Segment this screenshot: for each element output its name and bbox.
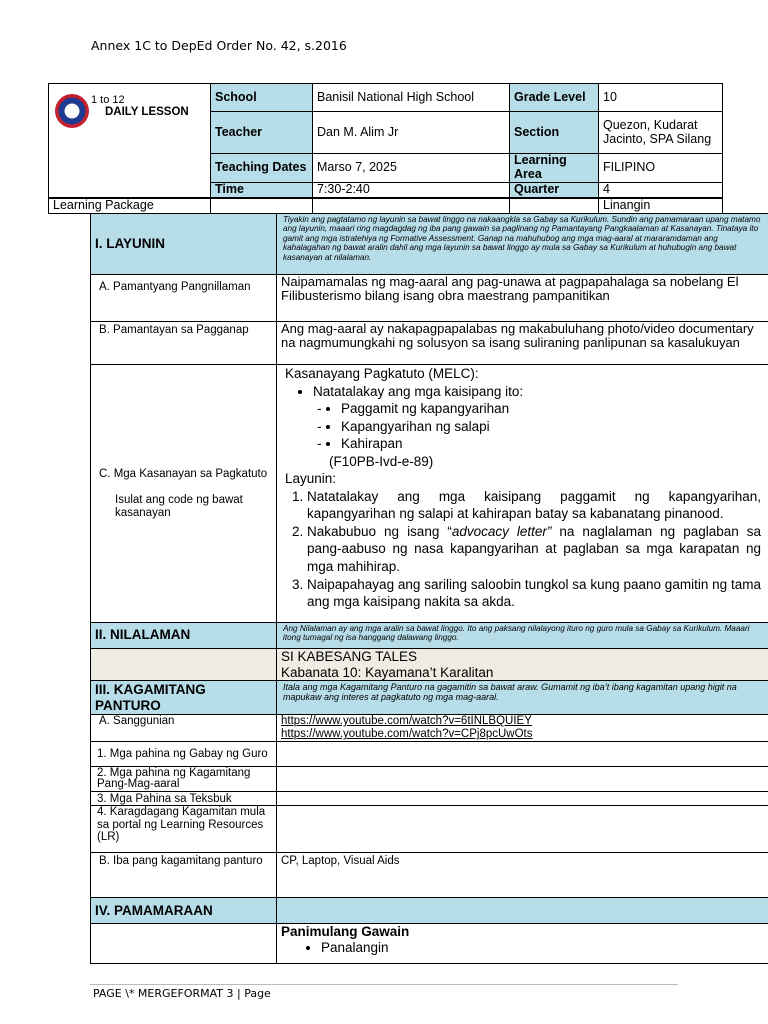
objective-2-em: advocacy letter” bbox=[451, 523, 552, 539]
section-value: Quezon, Kudarat Jacinto, SPA Silang bbox=[599, 112, 723, 154]
melc-title: Kasanayang Pagkatuto (MELC): bbox=[285, 366, 479, 381]
layunin-note: Tiyakin ang pagtatamo ng layunin sa bawat linggo na nakaangkla sa Gabay sa Kurikulum. Sundin ang pamamaraan upang matamo ang layunin, maaari ring magdagdag ng iba pang gawain sa paglinang ng Pamantayang Pangkaalaman at Kasanayan. Tinataya ito gamit ang mga istratehiya ng Formative Assessment. Ganap na mahuhubog ang mga mag-aaral at mararamdaman ang kahalagahan ng bawat aralin dahil ang mga layunin sa bawat linggo ay mula sa Gabay sa Kurikulum at huhubugin ang bawat kasanayan at nilalaman. bbox=[277, 214, 768, 275]
learning-area-label: Learning Area bbox=[510, 154, 599, 183]
gabay-guro-label: 1. Mga pahina ng Gabay ng Guro bbox=[91, 742, 277, 767]
youtube-link-1[interactable]: https://www.youtube.com/watch?v=6tINLBQUIEY bbox=[281, 715, 532, 728]
school-value: Banisil National High School bbox=[313, 84, 510, 112]
deped-seal-icon bbox=[55, 94, 89, 128]
quarter-label: Quarter bbox=[510, 182, 599, 198]
lr-portal-label: 4. Karagdagang Kagamitan mula sa portal ng Learning Resources (LR) bbox=[91, 806, 277, 853]
melc-code: (F10PB-Ivd-e-89) bbox=[329, 453, 434, 469]
learning-package-row bbox=[48, 197, 723, 214]
iba-pang-kagamitan-label: B. Iba pang kagamitang panturo bbox=[91, 853, 277, 898]
youtube-link-2[interactable]: https://www.youtube.com/watch?v=CPj8pcUwOts bbox=[281, 728, 533, 741]
grade-level-label: Grade Level bbox=[510, 84, 599, 112]
quarter-value: 4 bbox=[599, 182, 723, 198]
time-label: Time bbox=[211, 182, 313, 198]
kasanayan-label: C. Mga Kasanayan sa Pagkatuto bbox=[99, 467, 268, 480]
learning-area-value: FILIPINO bbox=[599, 154, 723, 183]
kagamitan-note: Itala ang mga Kagamitang Panturo na gagamitin sa bawat araw. Gumamit ng iba’t ibang kagamitan upang higit na mapukaw ang interes at pagkatuto ng mga mag-aaral. bbox=[277, 681, 768, 715]
kasanayan-label-cell bbox=[91, 365, 277, 623]
panimulang-gawain: Panimulang Gawain bbox=[281, 924, 410, 940]
learning-package-value: Linangin bbox=[599, 198, 723, 214]
grade-level-value: 10 bbox=[599, 84, 723, 112]
melc-bullet bbox=[313, 383, 761, 471]
objective-2 bbox=[307, 523, 761, 576]
teaching-dates-label: Teaching Dates bbox=[211, 154, 313, 183]
sanggunian-label: A. Sanggunian bbox=[91, 715, 277, 742]
teacher-value: Dan M. Alim Jr bbox=[313, 112, 510, 154]
objective-3: 3. Naipapahayag ang sariling saloobin tungkol sa kung paano gamitin ng tama ang mga kaisipang nakita sa akda. bbox=[307, 576, 761, 611]
teaching-dates-value: Marso 7, 2025 bbox=[313, 154, 510, 183]
annex-title: Annex 1C to DepEd Order No. 42, s.2016 bbox=[91, 38, 347, 53]
nilalaman-content bbox=[277, 649, 768, 681]
melc-item: - • Paggamit ng kapangyarihan bbox=[341, 400, 761, 418]
school-label: School bbox=[211, 84, 313, 112]
pamantayan-pagganap-value: Ang mag-aaral ay nakapagpapalabas ng makabuluhang photo/video documentary na nagmumungkahi ng solusyon sa isang suliraning panlipunan sa kasalukuyan bbox=[277, 322, 768, 365]
objectives-title: Layunin: bbox=[285, 471, 337, 487]
pamantayang-pangnilalaman-value: Naipamamalas ng mag-aaral ang pag-unawa at pagpapahalaga sa nobelang El Filibusterismo bilang isang obra maestrang pampanitikan bbox=[277, 275, 768, 322]
nilalaman-title: II. NILALAMAN bbox=[91, 623, 277, 649]
pamantayang-pangnilalaman-label: A. Pamantyang Pangnillaman bbox=[91, 275, 277, 322]
iba-pang-kagamitan-value: CP, Laptop, Visual Aids bbox=[277, 853, 768, 898]
nilalaman-line1: SI KABESANG TALES bbox=[281, 649, 418, 664]
melc-bullet-text: Natatalakay ang mga kaisipang ito: bbox=[313, 383, 524, 399]
teksbuk-label: 3. Mga Pahina sa Teksbuk bbox=[91, 792, 277, 806]
layunin-title: I. LAYUNIN bbox=[91, 214, 277, 275]
daily-lesson-label: DAILY LESSON bbox=[105, 106, 189, 118]
section-label: Section bbox=[510, 112, 599, 154]
pamantayan-pagganap-label: B. Pamantayan sa Pagganap bbox=[91, 322, 277, 365]
melc-item: - • Kapangyarihan ng salapi bbox=[341, 418, 761, 436]
objective-2-pre: Nakabubuo ng isang “ bbox=[307, 523, 452, 539]
melc-cell bbox=[277, 365, 768, 623]
kagamitan-title: III. KAGAMITANG PANTURO bbox=[91, 681, 277, 715]
header-table bbox=[48, 83, 723, 199]
pamamaraan-title: IV. PAMAMARAAN bbox=[91, 898, 277, 924]
objective-2-post: na naglalaman ng paglaban sa pang-aabuso ng nasa kapangyarihan at paglaban sa mga karapatan ng mga mahihirap. bbox=[307, 523, 761, 575]
pamamaraan-content bbox=[277, 924, 768, 964]
sanggunian-links bbox=[277, 715, 768, 742]
kagamitang-mag-aaral-label: 2. Mga pahina ng Kagamitang Pang-Mag-aaral bbox=[91, 767, 277, 792]
panalangin-item: • Panalangin bbox=[321, 940, 765, 956]
nilalaman-line2: Kabanata 10: Kayamana’t Karalitan bbox=[281, 664, 494, 680]
learning-package-label: Learning Package bbox=[49, 198, 211, 214]
teacher-label: Teacher bbox=[211, 112, 313, 154]
logo-cell bbox=[49, 84, 211, 199]
page-footer: PAGE \* MERGEFORMAT 3 | Page bbox=[93, 987, 271, 1000]
kasanayan-sub: Isulat ang code ng bawat kasanayan bbox=[115, 494, 243, 519]
nilalaman-note: Ang Nilalaman ay ang mga aralin sa bawat linggo. Ito ang paksang nilalayong ituro ng guro mula sa Gabay sa Kurikulum. Maaari itong tumagal ng isa hanggang dalawang linggo. bbox=[277, 623, 768, 649]
grades-label: 1 to 12 bbox=[91, 94, 125, 106]
melc-item: - • Kahirapan bbox=[341, 435, 761, 453]
time-value: 7:30-2:40 bbox=[313, 182, 510, 198]
footer-divider bbox=[90, 984, 678, 985]
objective-1: 1. Natatalakay ang mga kaisipang paggamit ng kapangyarihan, kapangyarihan ng salapi at kahirapan batay sa kabanatang pinanood. bbox=[307, 488, 761, 523]
lesson-table bbox=[90, 213, 768, 964]
